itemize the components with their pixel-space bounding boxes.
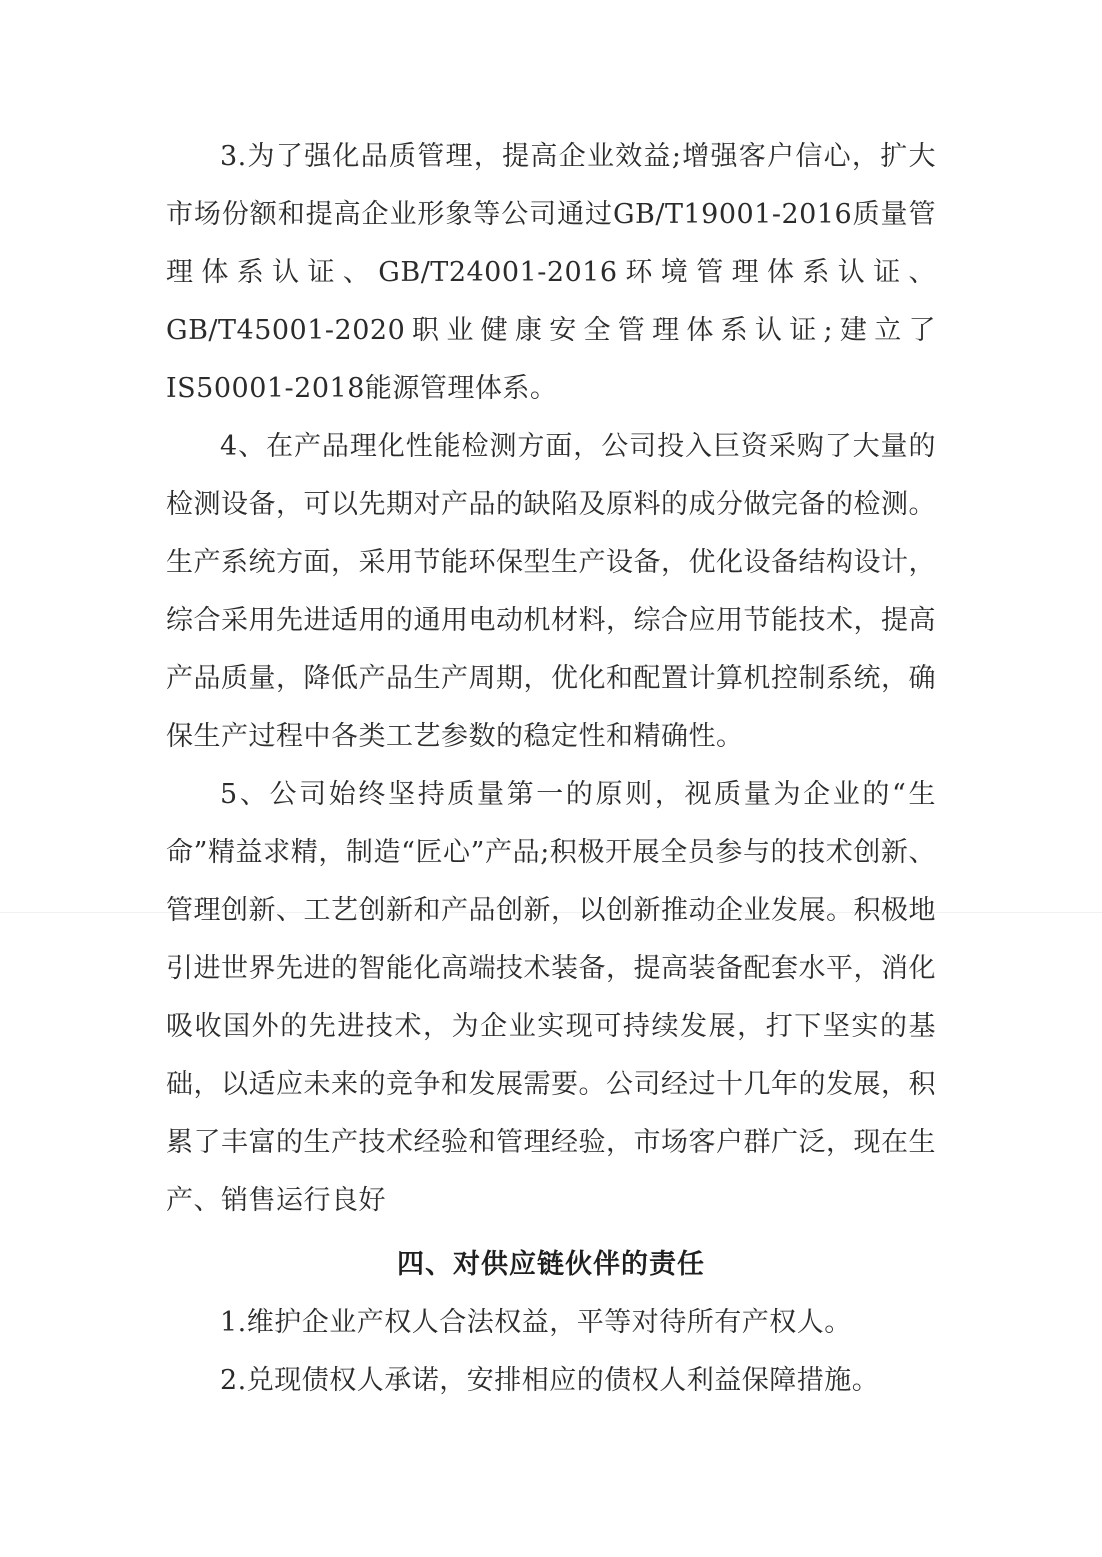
paragraph-creditor-commitment: 2.兑现债权人承诺，安排相应的债权人利益保障措施。 xyxy=(220,1365,880,1396)
paragraph-quality-certification: 3.为了强化品质管理，提高企业效益;增强客户信心，扩大市场份额和提高企业形象等公司通过GB/T19001-2016质量管理体系认证、GB/T24001-2016环境管理体系认证、GB/T45001-2020职业健康安全管理体系认证;建立了IS50001-2018能源管理体系。 xyxy=(166,141,936,404)
document-body xyxy=(166,128,936,1410)
paragraph-testing-equipment: 4、在产品理化性能检测方面，公司投入巨资采购了大量的检测设备，可以先期对产品的缺陷及原料的成分做完备的检测。生产系统方面，采用节能环保型生产设备，优化设备结构设计，综合采用先进适用的通用电动机材料，综合应用节能技术，提高产品质量，降低产品生产周期，优化和配置计算机控制系统，确保生产过程中各类工艺参数的稳定性和精确性。 xyxy=(166,431,936,752)
paragraph-property-rights: 1.维护企业产权人合法权益，平等对待所有产权人。 xyxy=(220,1307,852,1338)
section-heading-supply-chain: 四、对供应链伙伴的责任 xyxy=(397,1249,705,1280)
paragraph-quality-principle: 5、公司始终坚持质量第一的原则，视质量为企业的“生命”精益求精，制造“匠心”产品;积极开展全员参与的技术创新、管理创新、工艺创新和产品创新，以创新推动企业发展。积极地引进世界先进的智能化高端技术装备，提高装备配套水平，消化吸收国外的先进技术，为企业实现可持续发展，打下坚实的基础，以适应未来的竞争和发展需要。公司经过十几年的发展，积累了丰富的生产技术经验和管理经验，市场客户群广泛，现在生产、销售运行良好 xyxy=(166,779,936,1216)
